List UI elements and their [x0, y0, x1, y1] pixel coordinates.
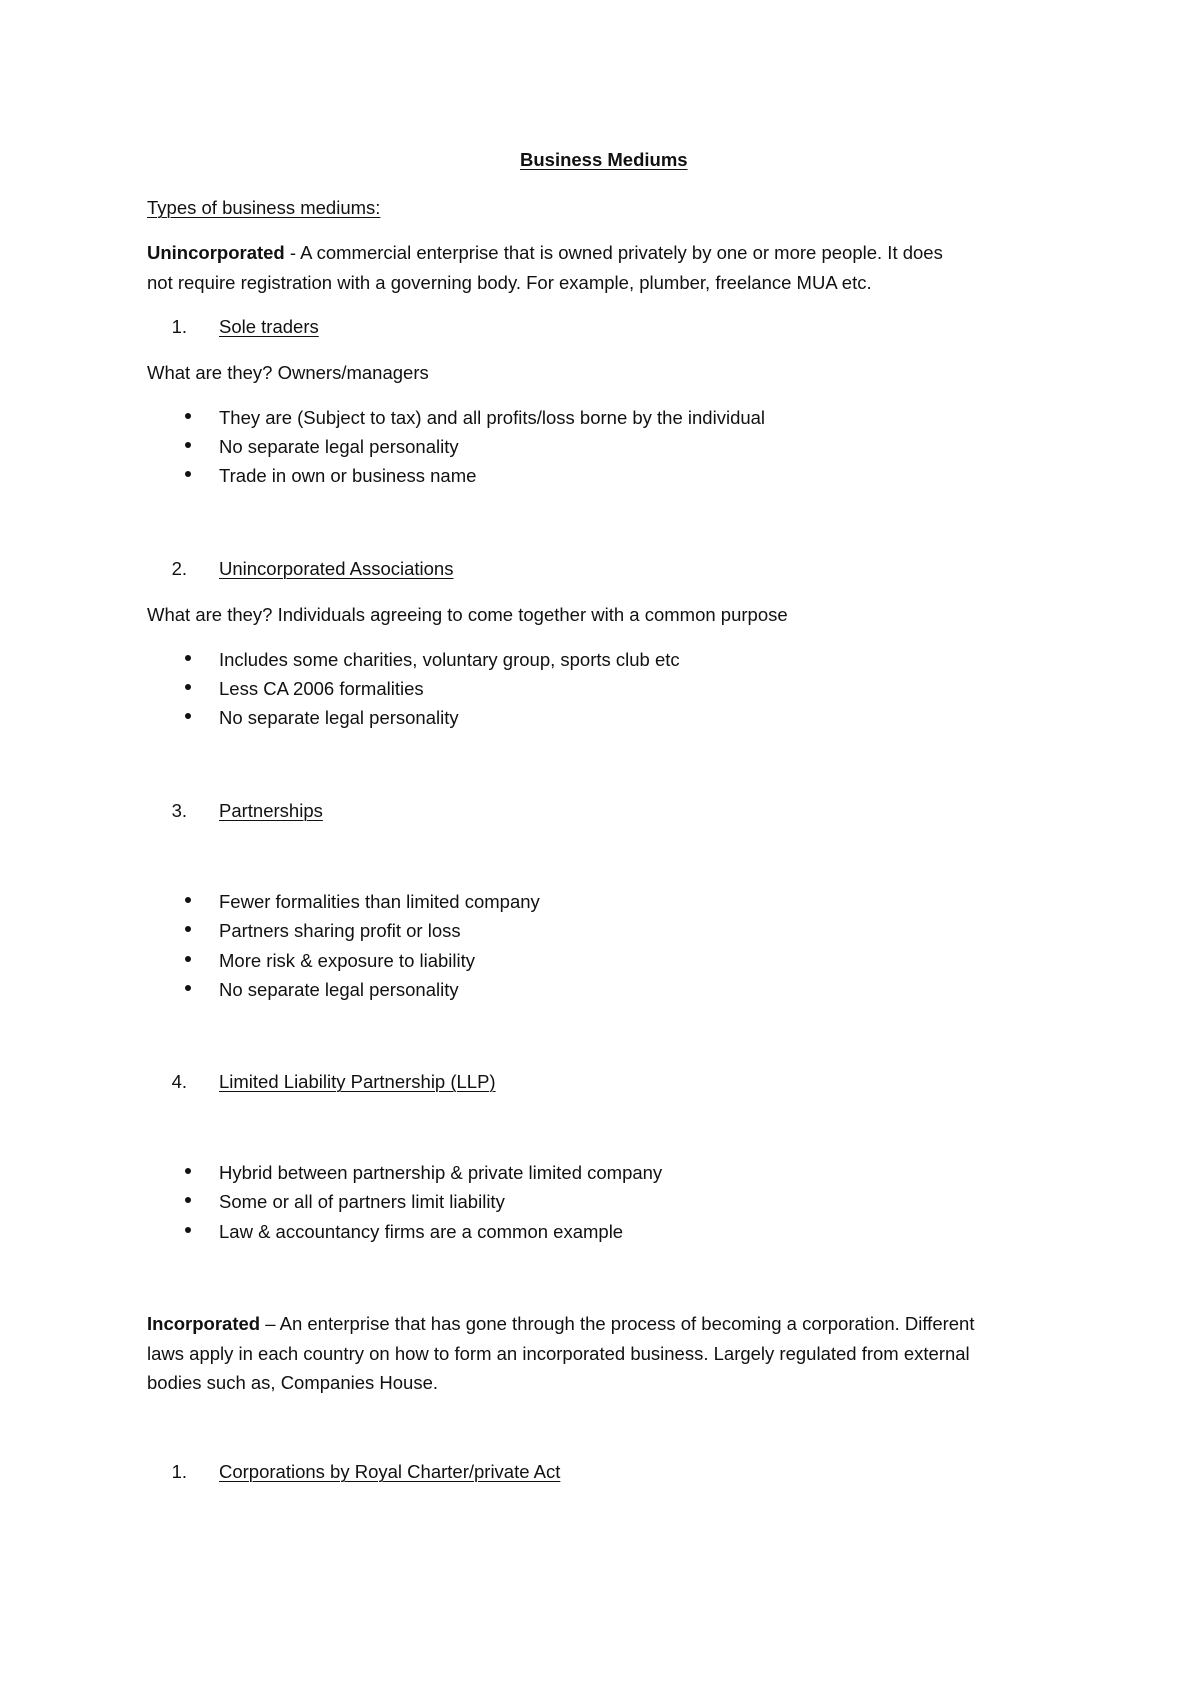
bullet-dot — [185, 1197, 191, 1203]
bullet-dot — [185, 1168, 191, 1174]
section-2-bullet: No separate legal personality — [219, 707, 459, 728]
section-3-bullet: More risk & exposure to liability — [219, 950, 476, 971]
incorporated-section-1-heading: Corporations by Royal Charter/private Act — [219, 1461, 561, 1482]
bullet-dot — [185, 897, 191, 903]
unincorporated-definition-1: - A commercial enterprise that is owned privately by one or more people. It does — [284, 242, 943, 263]
section-1-number: 1. — [171, 316, 187, 337]
section-4-bullet: Hybrid between partnership & private limited company — [219, 1162, 663, 1183]
unincorporated-paragraph-line1 — [147, 244, 943, 263]
section-3-bullet: Partners sharing profit or loss — [219, 920, 461, 941]
section-2-bullet: Less CA 2006 formalities — [219, 678, 424, 699]
section-1-bullet: They are (Subject to tax) and all profits/loss borne by the individual — [219, 407, 766, 428]
intro-text: Types of business mediums: — [147, 197, 381, 218]
incorporated-section-1-number: 1. — [171, 1461, 187, 1482]
bullet-dot — [185, 1227, 191, 1233]
section-1-question: What are they? Owners/managers — [147, 362, 429, 383]
section-2-bullet: Includes some charities, voluntary group, sports club etc — [219, 649, 680, 670]
incorporated-paragraph-line2: laws apply in each country on how to form an incorporated business. Largely regulated from external — [147, 1343, 970, 1364]
bullet-dot — [185, 471, 191, 477]
section-1-bullet: Trade in own or business name — [219, 465, 477, 486]
document-title: Business Mediums — [520, 149, 688, 170]
section-4-bullet: Law & accountancy firms are a common example — [219, 1221, 624, 1242]
unincorporated-paragraph-line2: not require registration with a governing body. For example, plumber, freelance MUA etc. — [147, 272, 872, 293]
bullet-dot — [185, 926, 191, 932]
section-3-heading: Partnerships — [219, 800, 323, 821]
section-4-number: 4. — [171, 1071, 187, 1092]
section-3-number: 3. — [171, 800, 187, 821]
bullet-dot — [185, 413, 191, 419]
unincorporated-term: Unincorporated — [147, 242, 285, 263]
section-4-bullet: Some or all of partners limit liability — [219, 1191, 505, 1212]
section-3-bullet: No separate legal personality — [219, 979, 459, 1000]
incorporated-term: Incorporated — [147, 1313, 261, 1334]
bullet-dot — [185, 655, 191, 661]
bullet-dot — [185, 956, 191, 962]
incorporated-definition-1: – An enterprise that has gone through the process of becoming a corporation. Different — [260, 1313, 975, 1334]
section-2-number: 2. — [171, 558, 187, 579]
bullet-dot — [185, 684, 191, 690]
incorporated-paragraph-line1 — [147, 1315, 975, 1334]
bullet-dot — [185, 442, 191, 448]
section-1-bullet: No separate legal personality — [219, 436, 459, 457]
bullet-dot — [185, 713, 191, 719]
section-1-heading: Sole traders — [219, 316, 319, 337]
section-4-heading: Limited Liability Partnership (LLP) — [219, 1071, 496, 1092]
incorporated-paragraph-line3: bodies such as, Companies House. — [147, 1372, 439, 1393]
section-3-bullet: Fewer formalities than limited company — [219, 891, 540, 912]
section-2-question: What are they? Individuals agreeing to come together with a common purpose — [147, 604, 788, 625]
section-2-heading: Unincorporated Associations — [219, 558, 454, 579]
bullet-dot — [185, 985, 191, 991]
